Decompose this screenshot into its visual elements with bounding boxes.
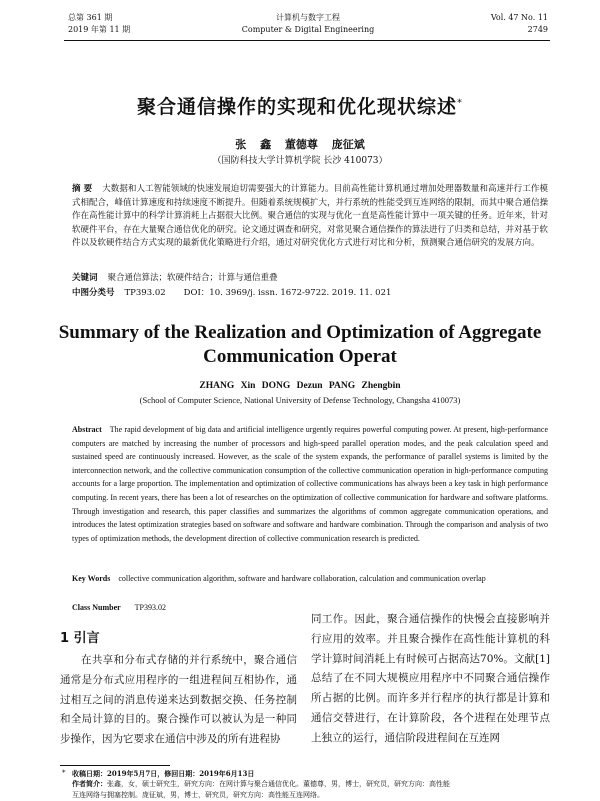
footnote-star: * xyxy=(62,769,66,777)
english-keywords-label: Key Words xyxy=(72,574,111,583)
chinese-abstract xyxy=(72,183,548,251)
footnote-bio-text1: 张鑫，女，硕士研究生，研究方向：在网计算与聚合通信优化。董德尊，男，博士，研究员，研究方向：高性能 xyxy=(107,780,450,788)
header-rule xyxy=(64,40,550,41)
chinese-title-text: 聚合通信操作的实现和优化现状综述 xyxy=(136,96,457,118)
header-page-number: 2749 xyxy=(527,25,548,34)
chinese-abstract-text: 大数据和人工智能领域的快速发展迫切需要强大的计算能力。目前高性能计算机通过增加处理器数量和高速并行工作模式相配合，峰值计算速度和持续速度不断提升。但随着系统规模扩大，并行系统的性能受到互连网络的限制，而其中聚合通信操作在高性能计算中的科学计算消耗上占据很大比例。聚合通信的实现与优化一直是高性能计算中一项关键的任务。近年来，针对软硬件平台，存在大量聚合通信优化的研究。论文通过调查和研究，对常见聚合通信操作的算法进行了归类和总结，并对基于软件以及软硬件结合方式实现的最新优化策略进行介绍，通过对研究优化方式进行对比和分析，预测聚合通信研究的发展方向。 xyxy=(72,184,549,249)
chinese-keywords xyxy=(72,272,548,285)
english-affiliation: (School of Computer Science, National University of Defense Technology, Changsha 410073) xyxy=(139,395,461,405)
section-heading-introduction: 1 引言 xyxy=(60,631,100,646)
header-journal-en: Computer & Digital Engineering xyxy=(241,25,375,34)
footnote-bio-line2: 互连网络与拥塞控制。庞征斌，男，博士，研究员，研究方向：高性能互连网络。 xyxy=(72,791,324,799)
chinese-keywords-text: 聚合通信算法；软硬件结合；计算与通信重叠 xyxy=(107,273,278,283)
english-title: Summary of the Realization and Optimization of Aggregate Communication Operat xyxy=(58,322,542,367)
header-issue-year: 2019 年第 11 期 xyxy=(68,25,131,34)
footnote-bio-label: 作者简介： xyxy=(72,780,107,788)
header-volume xyxy=(491,12,548,36)
doi-text: DOI：10. 3969/j. issn. 1672-9722. 2019. 11. 021 xyxy=(183,288,392,298)
header-issue-total: 总第 361 期 xyxy=(68,13,113,22)
footnote-bio-line1 xyxy=(72,779,550,790)
title-footnote-mark: * xyxy=(457,97,463,109)
body-left-column: 在共享和分布式存储的并行系统中，聚合通信通常是分布式应用程序的一组进程间互相协作，通过相互之间的消息传递来达到数据交换、任务控制和全局计算的目的。聚合操作可以被认为是一种同步操作，因为它要求在通信中涉及的所有进程协 xyxy=(60,654,297,746)
english-authors: ZHANG Xin DONG Dezun PANG Zhengbin xyxy=(199,381,401,391)
footnote-received: 收稿日期：2019年5月7日，修回日期：2019年6月13日 xyxy=(72,769,255,778)
english-keywords xyxy=(72,572,548,586)
english-abstract xyxy=(72,423,548,545)
english-abstract-label: Abstract xyxy=(72,425,102,434)
english-keywords-text: collective communication algorithm, software and hardware collaboration, calculation and communication overlap xyxy=(118,574,486,583)
header-journal xyxy=(68,12,548,36)
english-class-code: TP393.02 xyxy=(134,603,167,612)
chinese-class-label: 中图分类号 xyxy=(72,288,115,298)
chinese-keywords-label: 关键词 xyxy=(72,273,98,283)
chinese-title xyxy=(0,92,600,119)
running-header xyxy=(68,12,548,48)
chinese-abstract-label: 摘 要 xyxy=(72,184,93,194)
chinese-classification xyxy=(72,287,548,300)
chinese-affiliation: （国防科技大学计算机学院 长沙 410073） xyxy=(212,156,388,166)
header-journal-cn: 计算机与数字工程 xyxy=(276,13,340,22)
english-class-label: Class Number xyxy=(72,603,121,612)
chinese-class-code: TP393.02 xyxy=(124,288,166,298)
chinese-authors: 张 鑫 董德尊 庞征斌 xyxy=(235,138,365,151)
footnote xyxy=(62,768,550,801)
footnote-rule xyxy=(60,765,170,766)
body-right-column: 同工作。因此，聚合通信操作的快慢会直接影响并行应用的效率。并且聚合操作在高性能计算机的科学计算时间消耗上有时候可占据高达70%。文献[1]总结了在不同大规模应用程序中不同聚合通信操作所占据的比例。而许多并行程序的执行都是计算和通信交替进行，在计算阶段，各个进程在处理节点上独立的运行，通信阶段进程间在互连网 xyxy=(311,613,550,744)
english-abstract-text: The rapid development of big data and artificial intelligence urgently requires powerful computing power. At present, high-performance computers are matched by increasing the number of processors and high-speed parallel operation modes, and the peak calculation speed and sustained speed are continuously increased. However, as the scale of the system expands, the performance of parallel systems is limited by the interconnection network, and the collective communication consumption of the collective communication operation in high-performance computing accounts for a large proportion. The implementation and optimization of collective communications has always been a key task in high performance computing. In recent years, there has been a lot of researches on the optimization of collective communication for hardware and software platforms. Through investigation and research, this paper classifies and summarizes the algorithms of common aggregate communication operations, and introduces the latest optimization strategies based on software and software and hardware combination. Through the comparison and analysis of two types of optimization methods, the development direction of collective communication research is predicted. xyxy=(72,425,548,543)
header-volume-number: Vol. 47 No. 11 xyxy=(490,13,548,22)
